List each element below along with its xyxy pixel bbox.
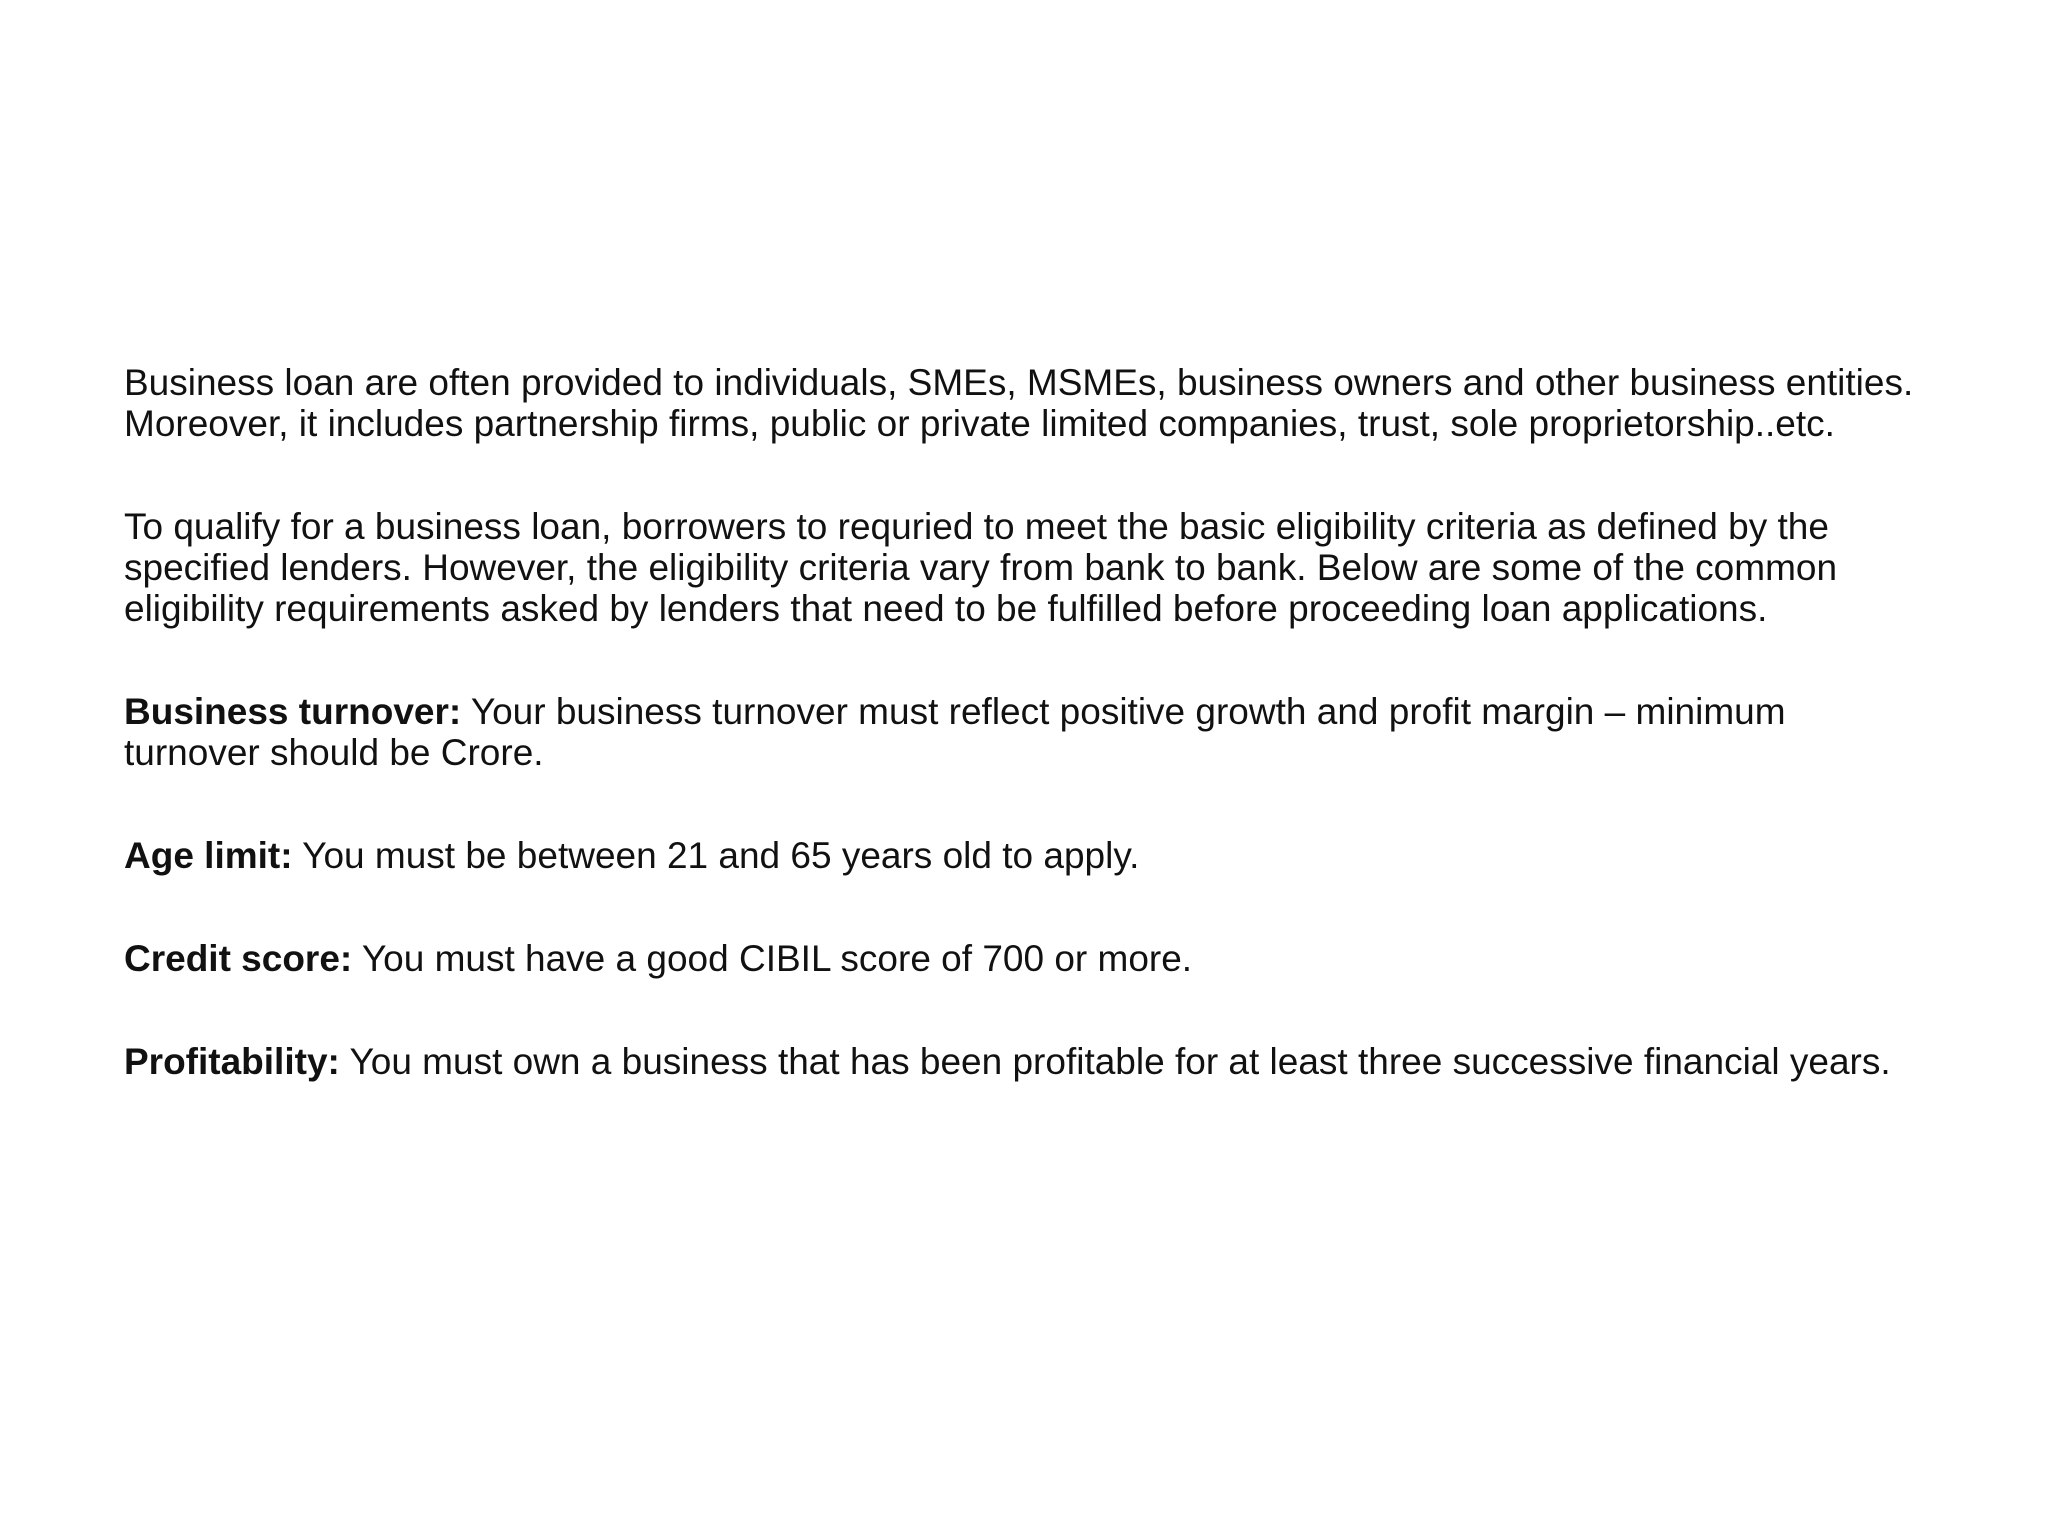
- criterion-profitability: [124, 1041, 1914, 1082]
- criterion-text: Your business turnover must reflect positive growth and profit margin – minimum turnover should be Crore.: [124, 691, 1786, 773]
- criterion-text: You must own a business that has been profitable for at least three successive financial years.: [339, 1041, 1891, 1082]
- criterion-business-turnover: [124, 691, 1914, 773]
- intro-paragraph: Business loan are often provided to individuals, SMEs, MSMEs, business owners and other business entities. Moreover, it includes partnership firms, public or private limited companies, trust, sole proprietorship..etc.: [124, 362, 1914, 444]
- criterion-term: Profitability:: [124, 1041, 340, 1082]
- criterion-text: You must be between 21 and 65 years old to apply.: [292, 835, 1140, 876]
- qualify-paragraph: To qualify for a business loan, borrowers to requried to meet the basic eligibility criteria as defined by the specified lenders. However, the eligibility criteria vary from bank to bank. Below are some of the common eligibility requirements asked by lenders that need to be fulfilled before proceeding loan applications.: [124, 506, 1838, 629]
- criterion-credit-score: [124, 938, 1914, 979]
- criterion-term: Credit score:: [124, 938, 353, 979]
- criterion-term: Age limit:: [124, 835, 293, 876]
- slide-body: [124, 362, 1914, 1082]
- criterion-text: You must have a good CIBIL score of 700 or more.: [352, 938, 1193, 979]
- criterion-age-limit: [124, 835, 1914, 876]
- criterion-term: Business turnover:: [124, 691, 462, 732]
